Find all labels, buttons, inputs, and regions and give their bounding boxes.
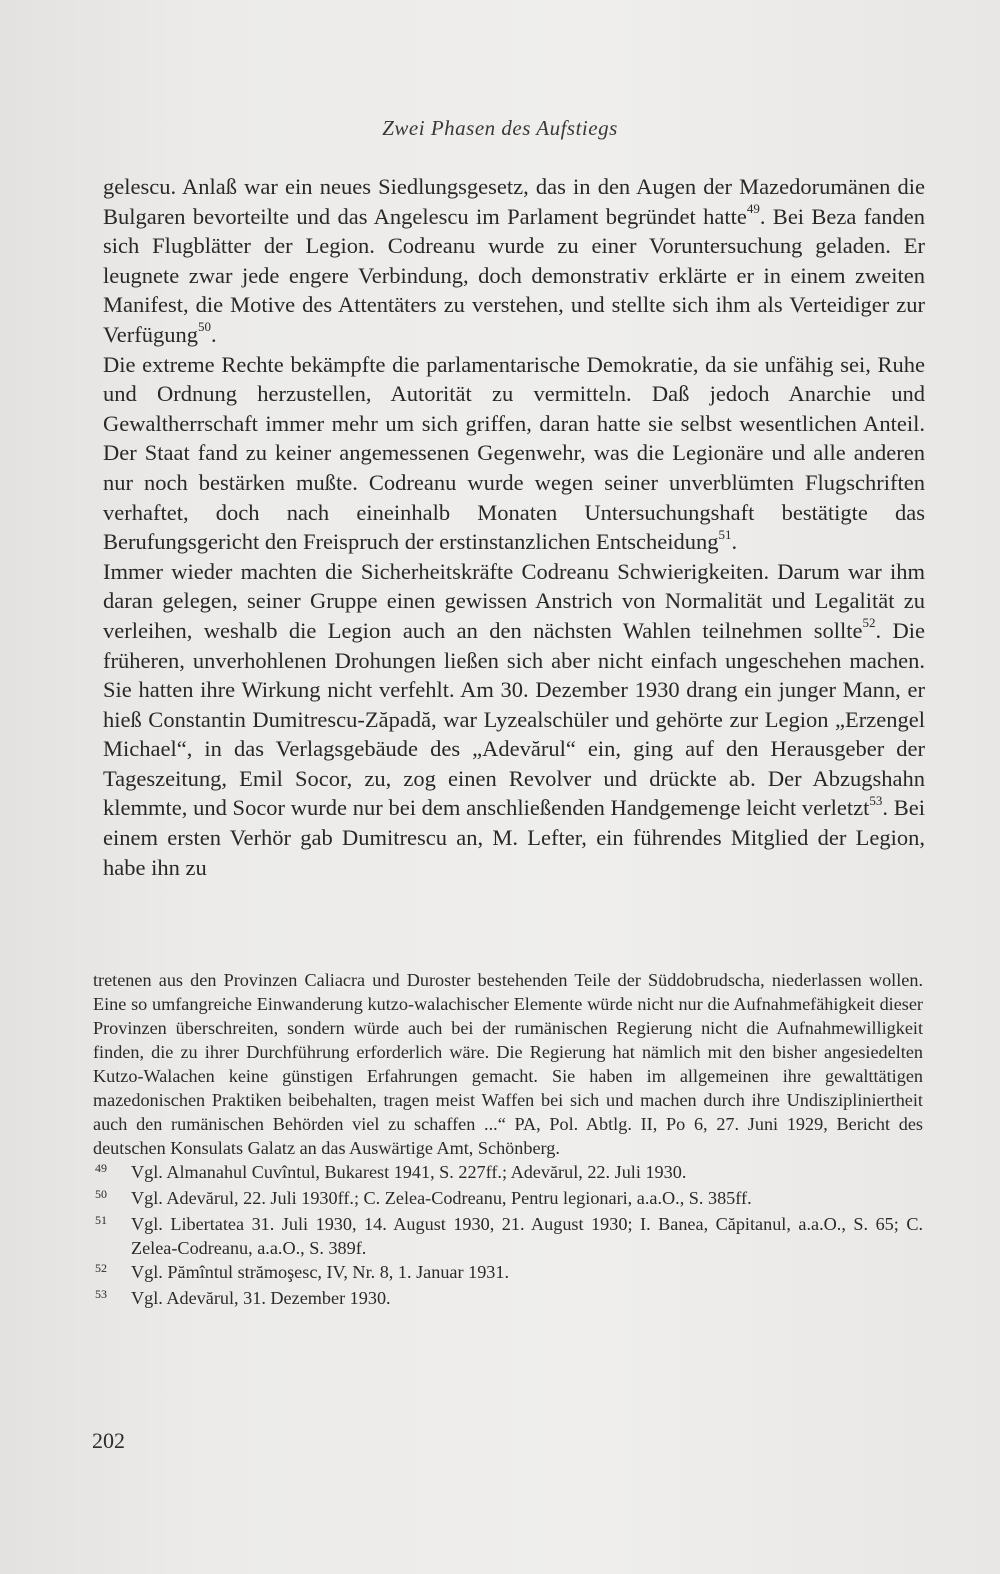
footnote	[93, 1160, 923, 1186]
footnote-text: Vgl. Libertatea 31. Juli 1930, 14. August 1930, 21. August 1930; I. Banea, Căpitanul, a.a.O., S. 65; C. Zelea-Codreanu, a.a.O., S. 389f.	[131, 1214, 923, 1258]
footnote-text: Vgl. Pămîntul strămoşesc, IV, Nr. 8, 1. Januar 1931.	[131, 1262, 510, 1282]
running-head: Zwei Phasen des Aufstiegs	[382, 116, 618, 140]
text-segment: . Bei einem ersten Verhör gab Dumitrescu an, M. Lefter, ein führendes Mitglied der Legion, habe ihn zu	[103, 795, 925, 880]
body-paragraph	[103, 350, 925, 557]
footnote	[93, 1212, 923, 1260]
footnote	[93, 1286, 923, 1312]
text-segment: .	[731, 529, 738, 555]
footnote-number: 52	[95, 1261, 107, 1275]
footnote-ref: 51	[718, 526, 732, 542]
body-text	[103, 172, 925, 882]
footnote-number: 53	[95, 1287, 107, 1301]
footnote-number: 50	[95, 1187, 107, 1201]
text-segment: Die extreme Rechte bekämpfte die parlamentarische Demokratie, da sie unfähig sei, Ruhe und Ordnung herzustellen, Autorität zu vermitteln. Daß jedoch Anarchie und Gewaltherrschaft immer mehr um sich griffen, daran hatte sie selbst wesentlichen Anteil. Der Staat fand zu keiner angemessenen Gegenwehr, was die Legionäre und alle anderen nur noch bestärken mußte. Codreanu wurde wegen seiner unverblümten Flugschriften verhaftet, doch nach eineinhalb Monaten Untersuchungshaft bestätigte das Berufungsgericht den Freispruch der erstinstanzlichen Entscheidung	[103, 351, 925, 555]
text-segment: Immer wieder machten die Sicherheitskräfte Codreanu Schwierigkeiten. Darum war ihm daran gelegen, seiner Gruppe einen gewissen Anstrich von Normalität und Legalität zu verleihen, weshalb die Legion auch an den nächsten Wahlen teilnehmen sollte	[103, 558, 925, 643]
footnote-text: Vgl. Adevărul, 22. Juli 1930ff.; C. Zelea-Codreanu, Pentru legionari, a.a.O., S. 385ff.	[131, 1188, 752, 1208]
footnote-ref: 53	[869, 792, 883, 808]
page-number: 202	[92, 1428, 125, 1453]
footnote-text: Vgl. Adevărul, 31. Dezember 1930.	[131, 1288, 391, 1308]
text-segment: .	[210, 321, 217, 347]
footnote-number: 49	[95, 1161, 107, 1175]
footnote-continuation: tretenen aus den Provinzen Caliacra und Duroster bestehenden Teile der Süddobrudscha, niederlassen wollen. Eine so umfangreiche Einwanderung kutzo-walachischer Elemente würde nicht nur die Aufnahmefähigkeit dieser Provinzen überschreiten, sondern würde auch bei der rumänischen Regierung nicht die Aufnahmewilligkeit finden, die zu ihrer Durchführung erforderlich wäre. Die Regierung hat nämlich mit den bisher angesiedelten Kutzo-Walachen keine günstigen Erfahrungen gemacht. Sie haben im allgemeinen ihre gewalttätigen mazedonischen Praktiken beibehalten, tragen meist Waffen bei sich und machen durch ihre Undiszipliniertheit auch den rumänischen Behörden viel zu schaffen ...“ PA, Pol. Abtlg. II, Po 6, 27. Juni 1929, Bericht des deutschen Konsulats Galatz an das Auswärtige Amt, Schönberg.	[93, 970, 923, 1158]
footnote-ref: 52	[862, 615, 876, 631]
body-paragraph	[103, 172, 925, 350]
footnote-number: 51	[95, 1213, 107, 1227]
text-segment: . Die früheren, unverhohlenen Drohungen ließen sich aber nicht einfach ungeschehen machen. Sie hatten ihre Wirkung nicht verfehlt. Am 30. Dezember 1930 drang ein junger Mann, er hieß Constantin Dumitrescu-Zăpadă, war Lyzealschüler und gehörte zur Legion „Erzengel Michael“, in das Verlagsgebäude des „Adevărul“ ein, ging auf den Herausgeber der Tageszeitung, Emil Socor, zu, zog einen Revolver und drückte ab. Der Abzugshahn klemmte, und Socor wurde nur bei dem anschließenden Handgemenge leicht verletzt	[103, 617, 925, 821]
footnote-text: Vgl. Almanahul Cuvîntul, Bukarest 1941, S. 227ff.; Adevărul, 22. Juli 1930.	[131, 1162, 687, 1182]
footnote	[93, 1186, 923, 1212]
footnote-ref: 49	[746, 201, 760, 217]
text-segment: gelescu. Anlaß war ein neues Siedlungsgesetz, das in den Augen der Mazedorumänen die Bulgaren bevorteilte und das Angelescu im Parlament begründet hatte	[103, 174, 925, 229]
text-segment: . Bei Beza fanden sich Flugblätter der Legion. Codreanu wurde zu einer Voruntersuchung geladen. Er leugnete zwar jede engere Verbindung, doch demonstrativ erklärte er in einem zweiten Manifest, die Motive des Attentäters zu verstehen, und stellte sich ihm als Verteidiger zur Verfügung	[103, 203, 925, 347]
footnote-ref: 50	[197, 319, 211, 335]
footnote	[93, 1260, 923, 1286]
body-paragraph	[103, 557, 925, 883]
footnotes-section	[93, 968, 923, 1312]
